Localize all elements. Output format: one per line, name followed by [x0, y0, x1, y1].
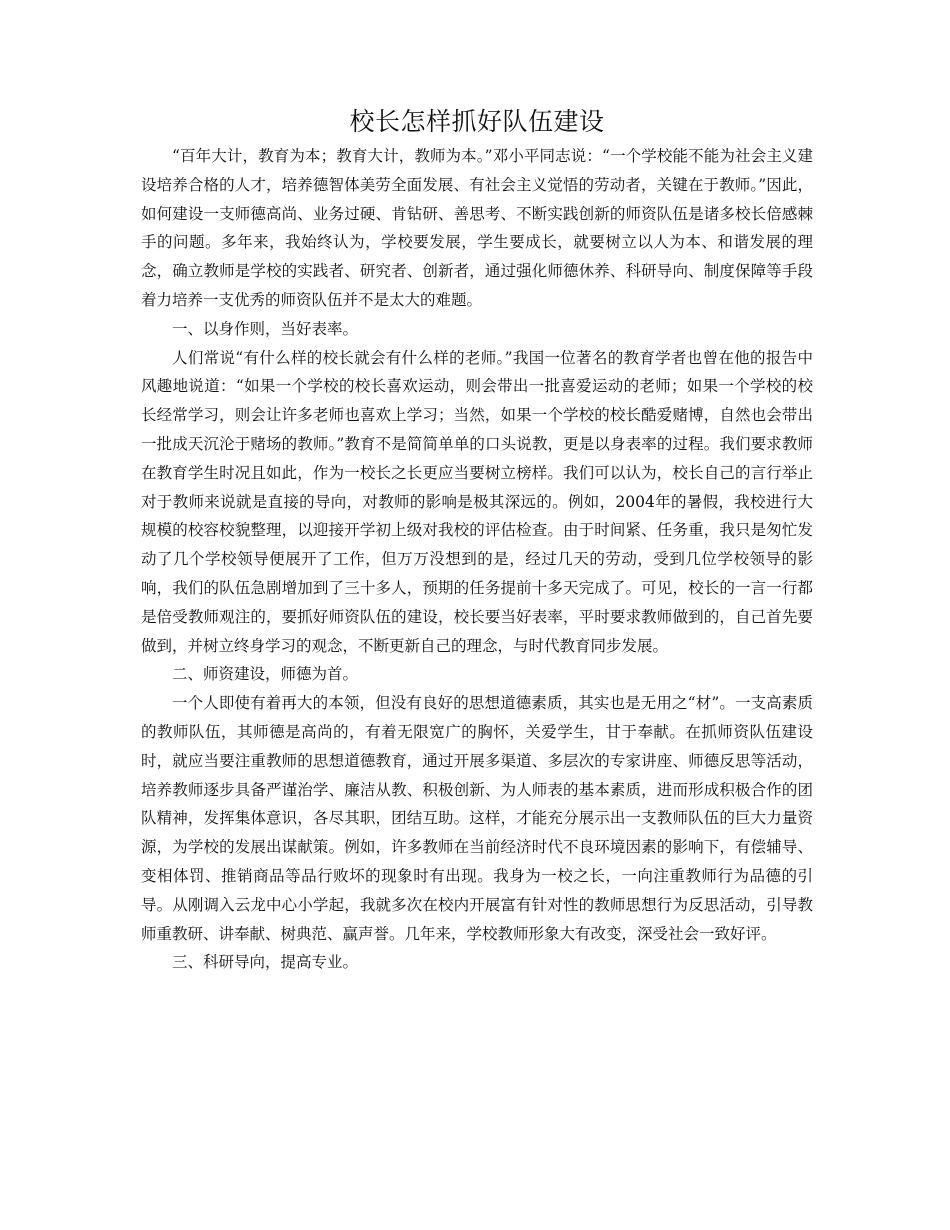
intro-paragraph: “百年大计，教育为本；教育大计，教师为本。”邓小平同志说：“一个学校能不能为社会主义建设培养合格的人才，培养德智体美劳全面发展、有社会主义觉悟的劳动者，关键在于教师。”因此，如何建设一支师德高尚、业务过硬、肯钻研、善思考、不断实践创新的师资队伍是诸多校长倍感棘手的问题。多年来，我始终认为，学校要发展，学生要成长，就要树立以人为本、和谐发展的理念，确立教师是学校的实践者、研究者、创新者，通过强化师德休养、科研导向、制度保障等手段着力培养一支优秀的师资队伍并不是太大的难题。: [141, 147, 813, 309]
section-heading-2: 二、师资建设，师德为首。: [172, 665, 359, 684]
section-heading-1: 一、以身作则，当好表率。: [172, 319, 359, 338]
section-heading-3: 三、科研导向，提高专业。: [172, 953, 359, 972]
section-1-paragraph: 人们常说“有什么样的校长就会有什么样的老师。”我国一位著名的教育学者也曾在他的报告中风趣地说道：“如果一个学校的校长喜欢运动，则会带出一批喜爱运动的老师；如果一个学校的校长经常学习，则会让许多老师也喜欢上学习；当然，如果一个学校的校长酷爱赌博，自然也会带出一批成天沉沦于赌场的教师。”教育不是简简单单的口头说教，更是以身表率的过程。我们要求教师在教育学生时况且如此，作为一校长之长更应当要树立榜样。我们可以认为，校长自己的言行举止对于教师来说就是直接的导向，对教师的影响是极其深远的。例如，2004年的暑假，我校进行大规模的校容校貌整理，以迎接开学初上级对我校的评估检查。由于时间紧、任务重，我只是匆忙发动了几个学校领导便展开了工作，但万万没想到的是，经过几天的劳动，受到几位学校领导的影响，我们的队伍急剧增加到了三十多人，预期的任务提前十多天完成了。可见，校长的一言一行都是倍受教师观注的，要抓好师资队伍的建设，校长要当好表率，平时要求教师做到的，自己首先要做到，并树立终身学习的观念，不断更新自己的理念，与时代教育同步发展。: [141, 348, 813, 655]
document-title: 校长怎样抓好队伍建设: [349, 107, 605, 136]
document-page: [141, 104, 813, 977]
section-2-paragraph: 一个人即使有着再大的本领，但没有良好的思想道德素质，其实也是无用之“材”。一支高素质的教师队伍，其师德是高尚的，有着无限宽广的胸怀，关爱学生，甘于奉献。在抓师资队伍建设时，就应当要注重教师的思想道德教育，通过开展多渠道、多层次的专家讲座、师德反思等活动，培养教师逐步具备严谨治学、廉洁从教、积极创新、为人师表的基本素质，进而形成积极合作的团队精神，发挥集体意识，各尽其职，团结互助。这样，才能充分展示出一支教师队伍的巨大力量资源，为学校的发展出谋献策。例如，许多教师在当前经济时代不良环境因素的影响下，有偿辅导、变相体罚、推销商品等品行败坏的现象时有出现。我身为一校之长，一向注重教师行为品德的引导。从刚调入云龙中心小学起，我就多次在校内开展富有针对性的教师思想行为反思活动，引导教师重教研、讲奉献、树典范、赢声誉。几年来，学校教师形象大有改变，深受社会一致好评。: [141, 694, 813, 943]
